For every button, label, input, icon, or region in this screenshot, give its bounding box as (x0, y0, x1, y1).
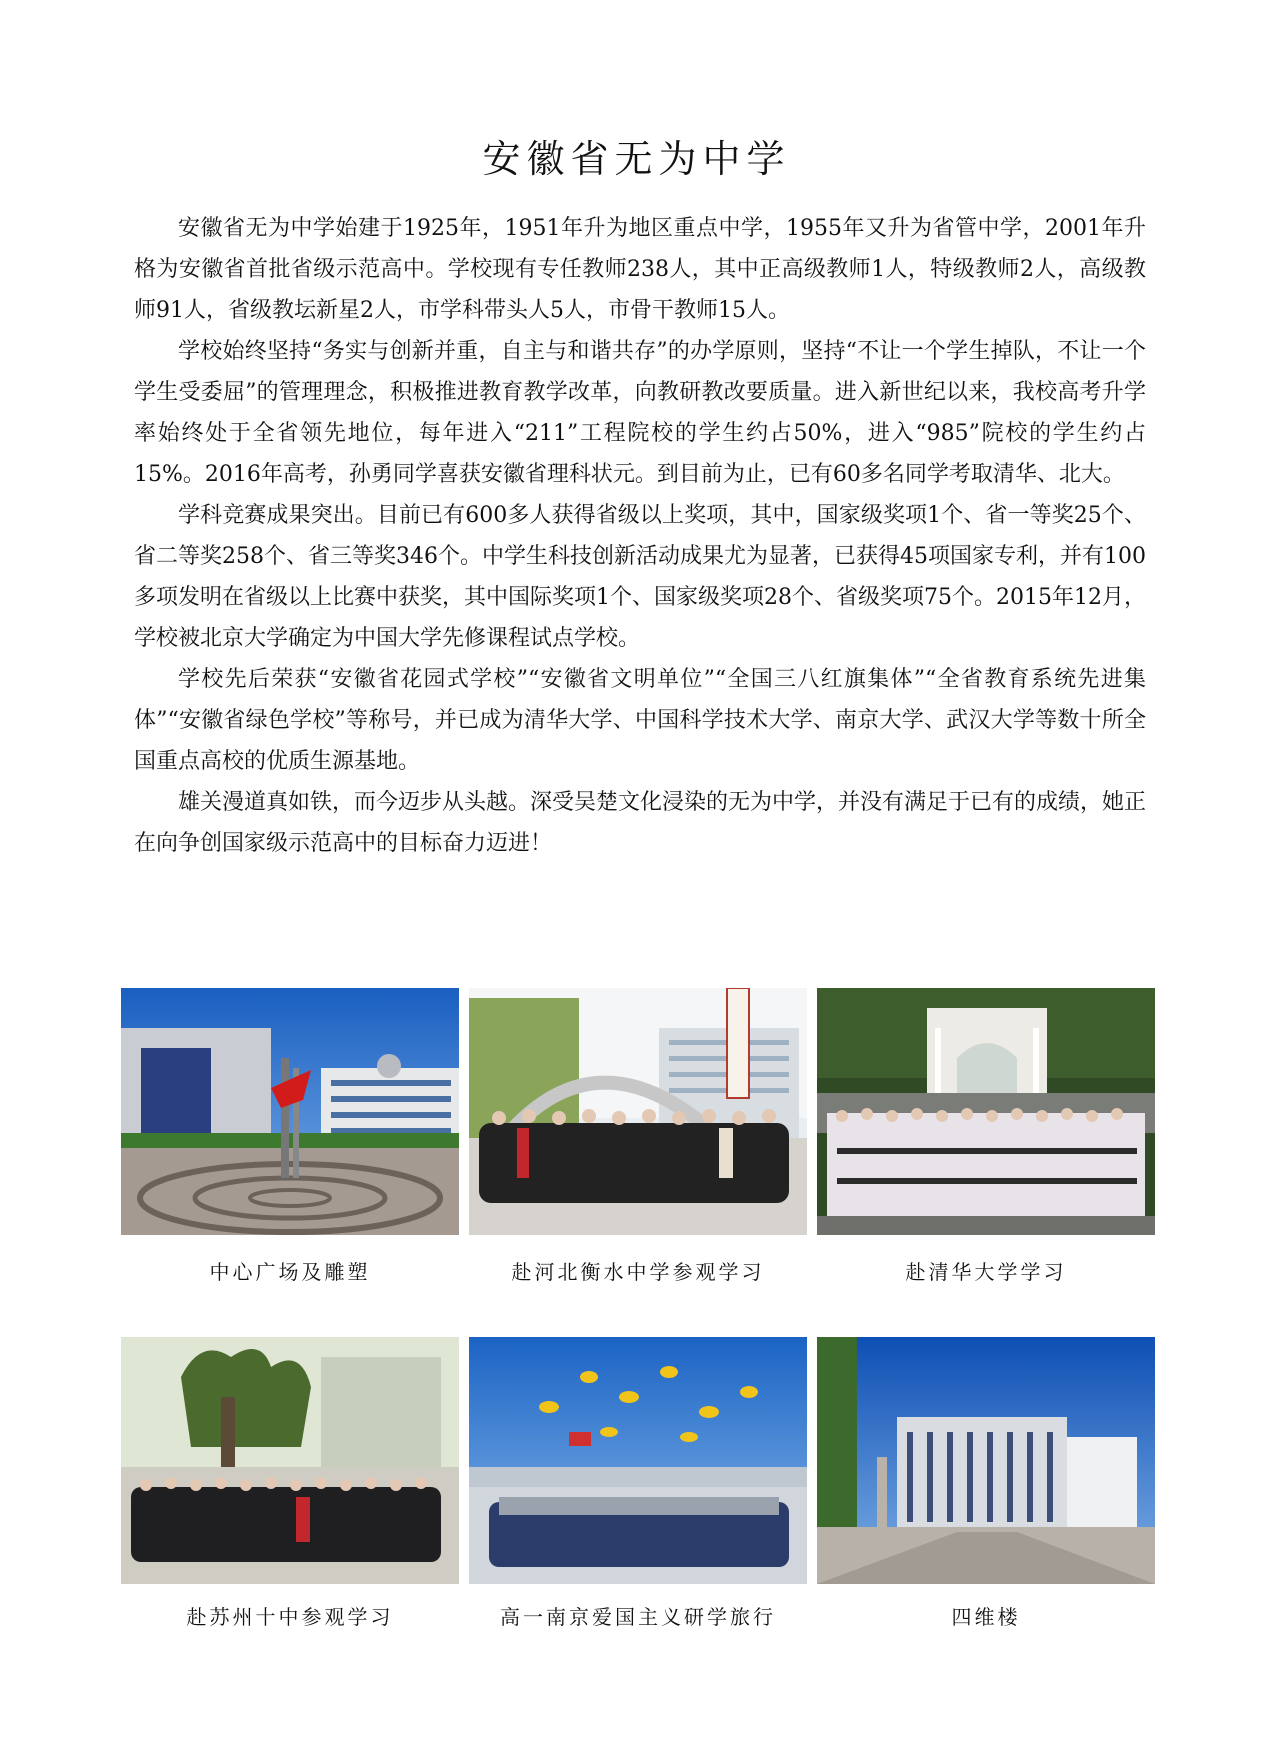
photo-siwei-building (817, 1337, 1155, 1584)
caption-central-plaza: 中心广场及雕塑 (209, 1260, 371, 1284)
central-plaza-image (121, 988, 459, 1235)
photo-hengshui-visit (469, 988, 807, 1235)
hengshui-visit-image (469, 988, 807, 1235)
photo-central-plaza (121, 988, 459, 1235)
photo-suzhou-visit (121, 1337, 459, 1584)
tsinghua-visit-image (817, 988, 1155, 1235)
article-body (134, 208, 1146, 864)
caption-hengshui-visit: 赴河北衡水中学参观学习 (511, 1260, 765, 1284)
siwei-building-image (817, 1337, 1155, 1584)
paragraph-honors: 学校先后荣获“安徽省花园式学校”“安徽省文明单位”“全国三八红旗集体”“全省教育系统先进集体”“安徽省绿色学校”等称号，并已成为清华大学、中国科学技术大学、南京大学、武汉大学等数十所全国重点高校的优质生源基地。 (134, 667, 1146, 774)
caption-suzhou-visit: 赴苏州十中参观学习 (186, 1605, 394, 1629)
suzhou-visit-image (121, 1337, 459, 1584)
paragraph-philosophy: 学校始终坚持“务实与创新并重，自主与和谐共存”的办学原则，坚持“不让一个学生掉队，不让一个学生受委屈”的管理理念，积极推进教育教学改革，向教研教改要质量。进入新世纪以来，我校高考升学率始终处于全省领先地位，每年进入“211”工程院校的学生约占50%，进入“985”院校的学生约占15%。2016年高考，孙勇同学喜获安徽省理科状元。到目前为止，已有60多名同学考取清华、北大。 (134, 339, 1146, 487)
paragraph-outlook: 雄关漫道真如铁，而今迈步从头越。深受吴楚文化浸染的无为中学，并没有满足于已有的成绩，她正在向争创国家级示范高中的目标奋力迈进！ (134, 790, 1147, 856)
paragraph-history: 安徽省无为中学始建于1925年，1951年升为地区重点中学，1955年又升为省管中学，2001年升格为安徽省首批省级示范高中。学校现有专任教师238人，其中正高级教师1人，特级教师2人，高级教师91人，省级教坛新星2人，市学科带头人5人，市骨干教师15人。 (134, 216, 1146, 323)
nanjing-trip-image (469, 1337, 807, 1584)
caption-nanjing-trip: 高一南京爱国主义研学旅行 (500, 1605, 776, 1629)
caption-tsinghua-visit: 赴清华大学学习 (905, 1260, 1067, 1284)
paragraph-competitions: 学科竞赛成果突出。目前已有600多人获得省级以上奖项，其中，国家级奖项1个、省一等奖25个、省二等奖258个、省三等奖346个。中学生科技创新活动成果尤为显著，已获得45项国家专利，并有100多项发明在省级以上比赛中获奖，其中国际奖项1个、国家级奖项28个、省级奖项75个。2015年12月，学校被北京大学确定为中国大学先修课程试点学校。 (134, 503, 1146, 651)
photo-tsinghua-visit (817, 988, 1155, 1235)
page-title: 安徽省无为中学 (482, 137, 791, 181)
photo-nanjing-trip (469, 1337, 807, 1584)
caption-siwei-building: 四维楼 (951, 1605, 1021, 1629)
